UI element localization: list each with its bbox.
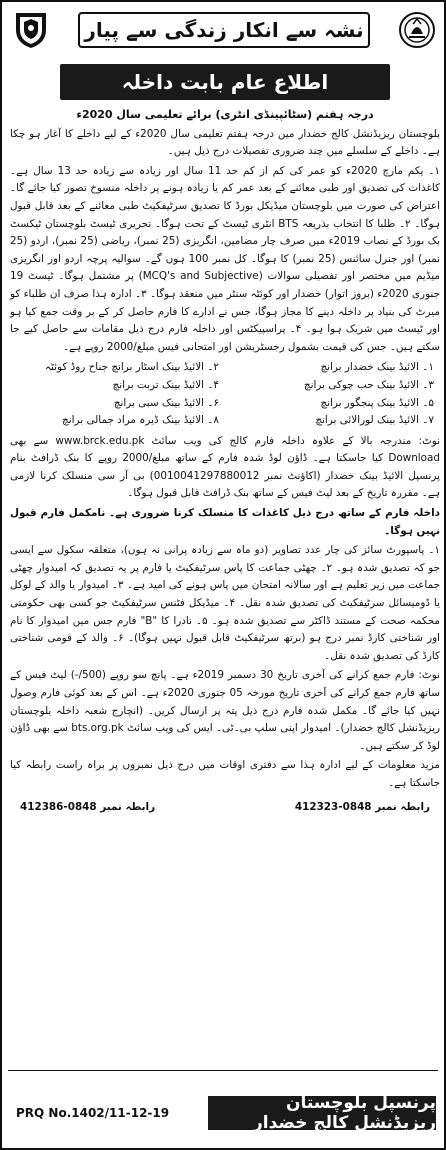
- documents-heading: داخلہ فارم کے ساتھ درج ذیل کاغذات کا منسلک کرنا ضروری ہے۔ نامکمل فارم قبول نہیں ہوگا۔: [10, 507, 440, 537]
- eligibility-paragraph: ۱۔ یکم مارچ 2020ء کو عمر کی کم از کم حد 11 سال اور زیادہ سے زیادہ حد 13 سال ہے۔ کاغذات کی تصدیق اور طبی معائنے کے بعد عمر کم یا زیادہ ہونے پر داخلہ منسوخ تصور کیا جائے گا۔ اعتراض کی صورت میں بلوچستان میڈیکل بورڈ کا تصدیق سرٹیفکیٹ طبی معائنے کے بعد قابل قبول ہوگا۔ ۲۔ طلبا کا انتخاب بذریعہ BTS انٹری ٹیسٹ کے تحت ہوگا۔ تحریری ٹیسٹ بلوچستان ٹیکسٹ بک بورڈ کے نصاب 2019ء میں صرف چار مضامین، انگریزی (25 نمبر)، ریاضی (25 نمبر)، اردو (25 نمبر) اور جنرل سائنس (25 نمبر) کا ہوگا۔ کل نمبر 100 ہوں گے۔ سوالیہ پرچہ اردو اور انگریزی میڈیم میں مختصر اور تفصیلی سوالات (MCQ's and Subjective) پر مشتمل ہوگا۔ ٹیسٹ 19 جنوری 2020ء (بروز اتوار) خضدار اور کوئٹہ سنٹر میں منعقد ہوگا۔ ۳۔ ادارہ ہذا صرف ان طلباء کو میرٹ کی بنیاد پر داخلہ دینے کا مجاز ہوگا، جس نے ادارے کا فارم حاصل کر کے بر وقت جمع کیا ہو اور ٹیسٹ میں شریک ہوا ہو۔ ۴۔ پراسپیکٹس اور داخلہ فارم درج ذیل مقامات سے حاصل کیے جا سکتے ہیں۔ جس کی قیمت بشمول رجسٹریشن اور امتحانی فیس مبلغ/2000 روپے ہے۔: [10, 164, 441, 353]
- signature-banner: [208, 1093, 436, 1133]
- contact-phone-1: رابطہ نمبر 0848-412323: [294, 800, 430, 813]
- notice-body: [10, 106, 440, 816]
- notice-subtitle: درجہ ہفتم (سٹائپینڈی انٹری) برائے تعلیمی سال 2020ء: [76, 108, 374, 121]
- footer: [8, 1078, 440, 1144]
- download-note: نوٹ: مندرجہ بالا کے علاوہ داخلہ فارم کالج کی ویب سائٹ www.brck.edu.pk سے بھی Download کیا جاسکتا ہے۔ ڈاؤن لوڈ شدہ فارم کے ساتھ مبلغ/2000 روپے کا بنک ڈرافٹ بنام پرنسپل الائیڈ بینک خضدار (اکاؤنٹ نمبر 0010041297880012) بی آر سی منسلک کرنا لازمی ہے۔ مقررہ تاریخ کے بعد لیٹ فیس کے ساتھ بنک ڈرافٹ قابل قبول ہوگا۔: [10, 434, 440, 500]
- bank-branch-list: [10, 359, 440, 429]
- government-seal-icon: [398, 10, 436, 50]
- notice-title: اطلاع عام بابت داخلہ: [121, 70, 329, 94]
- footer-divider: [8, 1070, 438, 1071]
- bank-branch-item: ۷۔ الائیڈ بینک لورالائی برانچ: [315, 414, 434, 427]
- bank-branch-item: ۵۔ الائیڈ بینک پنجگور برانچ: [320, 396, 434, 409]
- bank-branch-item: ۴۔ الائیڈ بینک تربت برانچ: [112, 378, 219, 391]
- contact-numbers: [10, 799, 440, 817]
- bank-branch-item: ۶۔ الائیڈ بینک سبی برانچ: [113, 396, 219, 409]
- contact-note: مزید معلومات کے لیے ادارہ ہذا سے دفتری اوقات میں درج ذیل نمبروں پر براہ راست رابطہ کیا جاسکتا ہے۔: [10, 759, 440, 789]
- slogan-text: نشہ سے انکار زندگی سے پیار: [84, 18, 364, 42]
- header: [8, 8, 440, 52]
- notice-title-bar: [60, 64, 390, 100]
- signature-text: پرنسپل بلوچستان ریزیڈنشل کالج خضدار: [253, 1093, 436, 1133]
- slogan-banner: [78, 12, 370, 48]
- bank-branch-item: ۳۔ الائیڈ بینک حب چوکی برانچ: [303, 378, 434, 391]
- documents-list: ۱۔ پاسپورٹ سائز کی چار عدد تصاویر (دو ماہ سے زیادہ پرانی نہ ہوں)، متعلقہ سکول سے ایسی جو کہ تصدیق شدہ ہو۔ ۲۔ چھٹی جماعت کا پاس سرٹیفکیٹ یا فارم پر یہ تصدیق کہ امیدوار چھٹی جماعت میں زیر تعلیم ہے اور سالانہ امتحان میں پاس ہونے کی امید ہے۔ ۳۔ امیدوار یا والد کے لوکل یا ڈومیسائل سرٹیفکیٹ کی تصدیق شدہ نقل۔ ۴۔ میڈیکل فٹنس سرٹیفکیٹ جو کسی بھی حکومتی محکمہ صحت کے مستند ڈاکٹر سے تصدیق شدہ ہو۔ ۵۔ نادرا کا "B" فارم جس میں امیدوار کا نام اور شناختی کارڈ نمبر درج ہو (برتھ سرٹیفکیٹ قابل قبول نہیں ہوگا)۔ ۶۔ والد کے قومی شناختی کارڈ کی تصدیق شدہ نقل۔: [10, 544, 441, 662]
- bank-branch-item: ۸۔ الائیڈ بینک ڈیرہ مراد جمالی برانچ: [62, 414, 219, 427]
- bank-branch-item: ۱۔ الائیڈ بینک خضدار برانچ: [320, 361, 434, 374]
- prq-number: PRQ No.1402/11-12-19: [16, 1106, 170, 1120]
- college-crest-icon: [12, 10, 50, 50]
- intro-paragraph: بلوچستان ریزیڈنشل کالج خضدار میں درجہ ہفتم تعلیمی سال 2020ء کے لیے داخلے کا آغاز ہو چکا ہے۔ داخلے کے سلسلے میں چند ضروری تفصیلات درج ذیل ہیں۔: [10, 127, 440, 158]
- submission-note: نوٹ: فارم جمع کرانے کی آخری تاریخ 30 دسمبر 2019ء ہے۔ پانچ سو روپے (500/-) لیٹ فیس کے ساتھ فارم جمع کرانے کی آخری تاریخ مورخہ 05 جنوری 2020ء ہے۔ اس کے بعد کوئی فارم وصول نہیں کیا جائے گا۔ مکمل شدہ فارم درج ذیل پتہ پر ارسال کریں۔ (انچارج شعبہ داخلہ بلوچستان ریزیڈنشل کالج خضدار)۔ امیدوار اپنی سلپ بی۔ٹی۔ ایس کی ویب سائٹ bts.org.pk سے بھی ڈاؤن لوڈ کر سکتے ہیں۔: [10, 669, 440, 752]
- bank-branch-item: ۲۔ الائیڈ بینک اسٹار برانچ جناح روڈ کوئٹہ: [44, 361, 219, 374]
- contact-phone-2: رابطہ نمبر 0848-412386: [20, 800, 156, 813]
